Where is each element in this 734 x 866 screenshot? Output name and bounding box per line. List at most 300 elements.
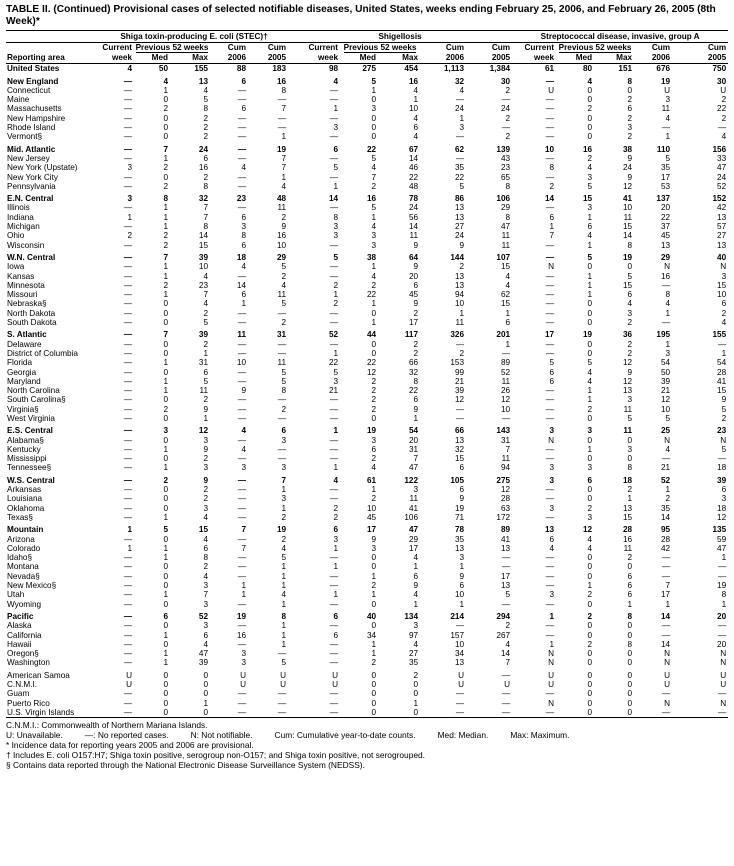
table-row xyxy=(6,689,728,698)
cell-value: 13 xyxy=(454,203,465,213)
cell-value: 13 xyxy=(500,543,511,553)
cell-value: 7 xyxy=(163,252,168,262)
cell-value: 11 xyxy=(623,426,633,436)
cell-value: 4 xyxy=(587,163,593,173)
cell-value: — xyxy=(545,308,555,318)
cell-value: 24 xyxy=(717,172,727,182)
cell-value: 9 xyxy=(721,395,727,405)
cell-value: — xyxy=(545,318,555,328)
cell-value: 2 xyxy=(203,339,208,349)
cell-value: 0 xyxy=(587,485,593,495)
reporting-area: Nebraska§ xyxy=(7,299,47,309)
cell-value: — xyxy=(277,698,287,708)
cell-value: 3 xyxy=(627,444,633,454)
cell-value: 1 xyxy=(505,308,511,318)
cell-value: 3 xyxy=(549,503,555,513)
cell-value: 3 xyxy=(721,271,727,281)
reporting-area: Arkansas xyxy=(7,485,42,495)
table-row xyxy=(6,445,728,454)
cell-value: 22 xyxy=(366,144,377,154)
cell-value: U xyxy=(240,680,246,689)
cell-value: 0 xyxy=(587,571,593,581)
cell-value: 0 xyxy=(587,621,593,631)
cell-value: N xyxy=(664,698,671,708)
cell-value: — xyxy=(329,339,339,349)
cell-value: — xyxy=(123,553,132,563)
cell-value: N xyxy=(548,435,555,445)
cell-value: 0 xyxy=(627,630,633,640)
cell-value: 135 xyxy=(712,525,727,535)
cell-value: 5 xyxy=(371,203,377,213)
cell-value: 4 xyxy=(281,590,287,600)
cell-value: U xyxy=(664,680,671,689)
cell-value: 0 xyxy=(378,708,420,718)
cell-value: — xyxy=(329,658,339,668)
hdr-max: Max xyxy=(170,53,210,64)
cell-value: 0 xyxy=(587,262,593,272)
cell-value: — xyxy=(123,404,132,414)
cell-value: 15 xyxy=(717,386,727,396)
cell-value: 0 xyxy=(203,670,208,680)
cell-value: 1 xyxy=(241,581,246,591)
cell-value: 2 xyxy=(163,240,168,250)
cell-value: U xyxy=(458,670,465,680)
table-row xyxy=(6,423,728,435)
reporting-area: W.S. Central xyxy=(7,475,55,485)
cell-value: 13 xyxy=(454,271,465,281)
cell-value: 42 xyxy=(660,543,671,553)
cell-value: 0 xyxy=(340,708,378,718)
cell-value: — xyxy=(277,395,287,405)
cell-value: 28 xyxy=(500,494,511,504)
cell-value: 0 xyxy=(587,435,593,445)
cell-value: — xyxy=(329,571,339,581)
cell-value: — xyxy=(123,348,132,358)
cell-value: 16 xyxy=(236,630,246,640)
cell-value: 8 xyxy=(721,590,727,600)
cell-value: 1 xyxy=(163,153,168,163)
cell-value: — xyxy=(661,123,671,133)
cell-value: 326 xyxy=(450,330,465,340)
cell-value: 86 xyxy=(454,194,465,204)
cell-value: 2 xyxy=(587,590,593,600)
cell-value: 294 xyxy=(496,611,511,621)
cell-value: 0 xyxy=(163,318,168,328)
cell-value: — xyxy=(545,413,555,423)
cell-value: 5 xyxy=(587,358,593,368)
cell-value: 4 xyxy=(665,444,671,454)
table-row xyxy=(6,668,728,680)
cell-value: 2 xyxy=(459,262,465,272)
table-row xyxy=(6,631,728,640)
cell-value: U xyxy=(332,670,339,680)
reporting-area: Idaho§ xyxy=(7,553,33,563)
cell-value: 0 xyxy=(163,599,168,609)
cell-value: U xyxy=(720,680,727,689)
cell-value: — xyxy=(237,503,246,513)
cell-value: 11 xyxy=(409,231,419,241)
cell-value: 4 xyxy=(587,543,593,553)
cell-value: 50 xyxy=(660,367,671,377)
cell-value: 14 xyxy=(660,639,671,649)
cell-value: 1 xyxy=(459,308,465,318)
cell-value: — xyxy=(329,308,339,318)
cell-value: 13 xyxy=(500,581,511,591)
cell-value: — xyxy=(123,599,132,609)
cell-value: 4 xyxy=(587,76,593,86)
cell-value: 23 xyxy=(198,280,208,290)
cell-value: 47 xyxy=(717,163,727,173)
cell-value: 11 xyxy=(277,290,287,300)
table-row xyxy=(6,386,728,395)
cell-value: 19 xyxy=(276,525,287,535)
table-row xyxy=(6,64,728,74)
reporting-area: Missouri xyxy=(7,290,38,300)
cell-value: — xyxy=(545,404,555,414)
cell-value: 454 xyxy=(404,64,419,74)
cell-value: 4 xyxy=(505,639,511,649)
cell-value: 2 xyxy=(163,231,168,241)
table-title: TABLE II. (Continued) Provisional cases of selected notifiable diseases, United States, weeks ending February 25, 2006, and February 26, 2005 (8th Week)* xyxy=(6,4,716,27)
cell-value: — xyxy=(123,621,132,631)
table-row xyxy=(6,640,728,649)
cell-value: — xyxy=(545,689,555,699)
cell-value: 2 xyxy=(587,153,593,163)
cell-value: 1 xyxy=(371,590,377,600)
cell-value: 41 xyxy=(500,534,511,544)
reporting-area: New York (Upstate) xyxy=(7,163,78,173)
cell-value: 0 xyxy=(163,698,168,708)
cell-value: 6 xyxy=(505,318,511,328)
cell-value: 1 xyxy=(163,212,168,222)
cell-value: — xyxy=(501,95,511,105)
cell-value: 2 xyxy=(333,299,339,309)
cell-value: — xyxy=(123,181,132,191)
cell-value: 0 xyxy=(163,621,168,631)
cell-value: 144 xyxy=(450,252,465,262)
cell-value: 37 xyxy=(660,222,671,232)
cell-value: 1 xyxy=(627,494,633,504)
cell-value: 750 xyxy=(712,64,727,74)
cell-value: 10 xyxy=(500,404,511,414)
cell-value: U xyxy=(548,680,555,689)
cell-value: 17 xyxy=(366,525,377,535)
cell-value: U xyxy=(240,670,246,680)
cell-value: — xyxy=(237,435,246,445)
cell-value: 0 xyxy=(627,680,633,689)
cell-value: 2 xyxy=(721,95,727,105)
cell-value: 1 xyxy=(163,649,168,659)
legend-item: U: Unavailable. xyxy=(6,730,63,741)
cell-value: N xyxy=(664,262,671,272)
cell-value: 13 xyxy=(454,435,465,445)
legend-item: Med: Median. xyxy=(437,730,489,741)
cell-value: 0 xyxy=(203,689,208,699)
cell-value: — xyxy=(420,708,466,718)
cell-value: 17 xyxy=(660,590,671,600)
cell-value: — xyxy=(717,454,727,464)
cell-value: — xyxy=(237,153,246,163)
cell-value: 275 xyxy=(496,475,511,485)
cell-value: — xyxy=(123,358,132,368)
cell-value: 3 xyxy=(413,621,419,631)
cell-value: — xyxy=(123,308,132,318)
reporting-area: Virginia§ xyxy=(7,404,39,414)
reporting-area: Mississippi xyxy=(7,454,47,464)
cell-value: U xyxy=(126,670,132,680)
cell-value: 0 xyxy=(170,708,210,718)
cell-value: 106 xyxy=(496,194,511,204)
cell-value: 17 xyxy=(544,330,555,340)
cell-value: — xyxy=(329,153,339,163)
cell-value: 0 xyxy=(587,318,593,328)
reporting-area: Ohio xyxy=(7,231,25,241)
cell-value: — xyxy=(123,318,132,328)
cell-value: 22 xyxy=(366,290,377,300)
cell-value: 8 xyxy=(627,639,633,649)
reporting-area: Wyoming xyxy=(7,599,42,609)
cell-value: — xyxy=(123,222,132,232)
cell-value: 2 xyxy=(505,132,511,142)
cell-value: 3 xyxy=(587,203,593,213)
cell-value: 2 xyxy=(371,404,377,414)
cell-value: 0 xyxy=(587,553,593,563)
cell-value: 15 xyxy=(500,262,511,272)
cell-value: 1 xyxy=(721,599,727,609)
cell-value: 1 xyxy=(665,485,671,495)
cell-value: 29 xyxy=(660,252,671,262)
cell-value: 5 xyxy=(371,76,377,86)
cell-value: 14 xyxy=(408,222,419,232)
cell-value: 48 xyxy=(276,194,287,204)
cell-value: — xyxy=(545,132,555,142)
cell-value: 0 xyxy=(587,123,593,133)
reporting-area: United States xyxy=(7,64,60,74)
reporting-area: Oklahoma xyxy=(7,503,45,513)
cell-value: 2 xyxy=(203,395,208,405)
cell-value: 11 xyxy=(501,454,511,464)
cell-value: 44 xyxy=(366,330,377,340)
hdr-2006: 2006 xyxy=(210,53,248,64)
cell-value: 201 xyxy=(496,330,511,340)
cell-value: 8 xyxy=(505,181,511,191)
cell-value: 7 xyxy=(281,153,287,163)
cell-value: — xyxy=(661,571,671,581)
cell-value: 2 xyxy=(281,534,287,544)
cell-value: 3 xyxy=(333,376,339,386)
table-row xyxy=(6,231,728,240)
cell-value: — xyxy=(237,512,246,522)
cell-value: 20 xyxy=(717,639,727,649)
cell-value: — xyxy=(545,386,555,396)
cell-value: 1 xyxy=(163,376,168,386)
cell-value: 151 xyxy=(618,64,633,74)
table-row xyxy=(6,203,728,212)
cell-value: 1 xyxy=(413,413,419,423)
cell-value: 54 xyxy=(717,358,727,368)
cell-value: 0 xyxy=(163,571,168,581)
reporting-area: Georgia xyxy=(7,367,37,377)
table-row xyxy=(6,395,728,404)
cell-value: — xyxy=(277,348,287,358)
reporting-area: Alabama§ xyxy=(7,435,44,445)
table-row xyxy=(6,414,728,423)
cell-value: 1 xyxy=(163,590,168,600)
cell-value: 13 xyxy=(622,503,633,513)
cell-value: 1 xyxy=(413,599,419,609)
cell-value: 7 xyxy=(281,475,287,485)
cell-value: 3 xyxy=(721,494,727,504)
cell-value: 24 xyxy=(408,203,419,213)
cell-value: — xyxy=(545,104,555,114)
cell-value: — xyxy=(123,649,132,659)
cell-value: 275 xyxy=(362,64,377,74)
cell-value: — xyxy=(545,280,555,290)
table-row xyxy=(6,132,728,141)
cell-value: — xyxy=(545,271,555,281)
cell-value: — xyxy=(501,413,511,423)
cell-value: — xyxy=(661,553,671,563)
cell-value: — xyxy=(329,132,339,142)
cell-value: — xyxy=(329,203,339,213)
cell-value: 12 xyxy=(198,426,208,436)
cell-value: 2 xyxy=(413,670,419,680)
header-row-1 xyxy=(6,43,728,53)
cell-value: 78 xyxy=(408,194,419,204)
cell-value: — xyxy=(237,534,246,544)
cell-value: 7 xyxy=(203,212,208,222)
cell-value: 0 xyxy=(371,95,377,105)
reporting-area: New England xyxy=(7,76,59,86)
cell-value: — xyxy=(545,172,555,182)
cell-value: 10 xyxy=(236,358,246,368)
cell-value: 14 xyxy=(544,194,555,204)
cell-value: 39 xyxy=(198,252,208,262)
cell-value: 267 xyxy=(496,630,511,640)
cell-value: 4 xyxy=(203,534,208,544)
cell-value: 7 xyxy=(505,444,511,454)
cell-value: 5 xyxy=(721,444,727,454)
cell-value: 19 xyxy=(717,581,727,591)
cell-value: 0 xyxy=(627,562,633,572)
cell-value: 19 xyxy=(276,144,287,154)
cell-value: 3 xyxy=(549,590,555,600)
cell-value: — xyxy=(123,262,132,272)
cell-value: 5 xyxy=(627,271,633,281)
cell-value: 6 xyxy=(333,525,339,535)
hdr-week: week xyxy=(512,53,556,64)
cell-value: 89 xyxy=(500,525,511,535)
cell-value: 4 xyxy=(241,426,246,436)
cell-value: 8 xyxy=(627,463,633,473)
cell-value: 10 xyxy=(622,203,633,213)
cell-value: 1 xyxy=(241,299,246,309)
cell-value: 27 xyxy=(408,649,419,659)
cell-value: 9 xyxy=(627,172,633,182)
cell-value: — xyxy=(501,123,511,133)
cell-value: — xyxy=(329,271,339,281)
cell-value: 106 xyxy=(404,512,419,522)
cell-value: U xyxy=(126,680,132,689)
cell-value: 13 xyxy=(454,212,465,222)
cell-value: — xyxy=(237,318,246,328)
cell-value: — xyxy=(123,426,132,436)
cell-value: U xyxy=(548,85,555,95)
cell-value: 4 xyxy=(587,231,593,241)
cell-value: 7 xyxy=(241,525,246,535)
cell-value: 2 xyxy=(627,95,633,105)
cell-value: 13 xyxy=(454,658,465,668)
cell-value: 0 xyxy=(587,689,593,699)
hdr-week: week xyxy=(100,53,134,64)
cell-value: — xyxy=(545,494,555,504)
cell-value: 1 xyxy=(459,562,465,572)
cell-value: 1 xyxy=(281,630,287,640)
cell-value: 0 xyxy=(371,348,377,358)
cell-value: 0 xyxy=(587,680,593,689)
cell-value: 0 xyxy=(371,308,377,318)
cell-value: 41 xyxy=(717,376,727,386)
cell-value: 5 xyxy=(587,181,593,191)
hdr-current: Current xyxy=(102,43,132,53)
cell-value: — xyxy=(545,95,555,105)
cell-value: 1 xyxy=(371,485,377,495)
cell-value: 11 xyxy=(623,543,633,553)
table-row xyxy=(6,290,728,299)
table-row xyxy=(6,600,728,609)
cell-value: 2 xyxy=(371,395,377,405)
cell-value: 0 xyxy=(163,132,168,142)
cell-value: 1 xyxy=(587,395,593,405)
cell-value: 5 xyxy=(721,404,727,414)
table-row xyxy=(6,485,728,494)
cell-value: 11 xyxy=(623,404,633,414)
cell-value: — xyxy=(100,708,134,718)
cell-value: 40 xyxy=(717,252,727,262)
cell-value: 22 xyxy=(328,358,339,368)
reporting-area: Tennessee§ xyxy=(7,463,52,473)
hdr-max: Max xyxy=(594,53,634,64)
cell-value: — xyxy=(545,630,555,640)
cell-value: 19 xyxy=(366,426,377,436)
cell-value: 17 xyxy=(408,318,419,328)
cell-value: — xyxy=(277,113,287,123)
cell-value: 53 xyxy=(660,181,671,191)
table-row xyxy=(6,553,728,562)
cell-value: — xyxy=(123,132,132,142)
table-row xyxy=(6,86,728,95)
cell-value: N xyxy=(664,658,671,668)
cell-value: — xyxy=(123,339,132,349)
reporting-area: Oregon§ xyxy=(7,649,39,659)
cell-value: — xyxy=(123,571,132,581)
cell-value: 0 xyxy=(371,553,377,563)
cell-value: — xyxy=(329,395,339,405)
cell-value: 16 xyxy=(660,271,671,281)
table-row xyxy=(6,349,728,358)
hdr-cum: Cum xyxy=(707,43,727,53)
cell-value: — xyxy=(545,454,555,464)
cell-value: 6 xyxy=(627,290,633,300)
cell-value: 3 xyxy=(587,426,593,436)
table-row xyxy=(6,544,728,553)
cell-value: U xyxy=(720,670,727,680)
cell-value: 2 xyxy=(203,454,208,464)
table-row xyxy=(6,680,728,689)
cell-value: 9 xyxy=(413,299,419,309)
reporting-area: Wisconsin xyxy=(7,240,45,250)
cell-value: 0 xyxy=(627,454,633,464)
